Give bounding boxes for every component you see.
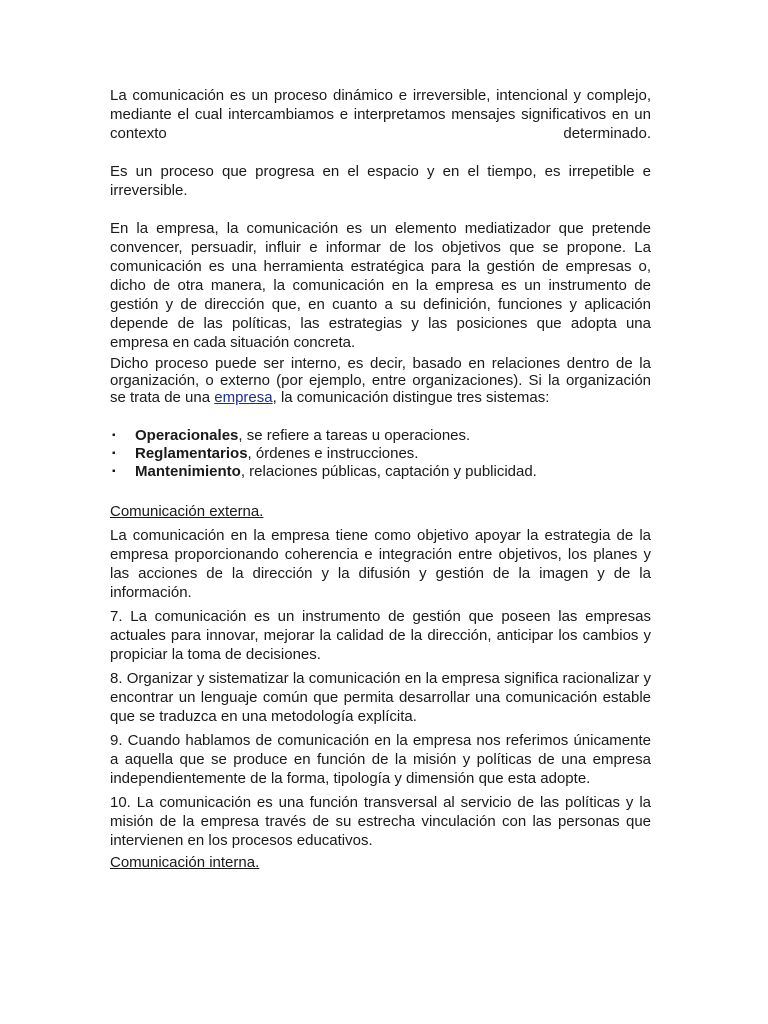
list-item-desc: , órdenes e instrucciones.	[247, 445, 419, 462]
paragraph-process: Es un proceso que progresa en el espacio y en el tiempo, es irrepetible e irreversible.	[110, 163, 651, 199]
paragraph-item-8: 8. Organizar y sistematizar la comunicación en la empresa significa racionalizar y encontrar un lenguaje común que permita desarrollar una comunicación estable que se traduzca en una metodología explícita.	[110, 670, 651, 725]
systems-list	[110, 427, 651, 481]
paragraph-systems	[110, 355, 651, 406]
square-bullet-icon: ▪	[112, 448, 116, 459]
list-item	[110, 427, 651, 445]
paragraph-item-7: 7. La comunicación es un instrumento de gestión que poseen las empresas actuales para innovar, mejorar la calidad de la dirección, anticipar los cambios y propiciar la toma de decisiones.	[110, 608, 651, 663]
paragraph-item-9: 9. Cuando hablamos de comunicación en la empresa nos referimos únicamente a aquella que se produce en función de la misión y políticas de una empresa independientemente de la forma, tipología y dimensión que esta adopte.	[110, 732, 651, 787]
list-item-term: Reglamentarios	[135, 445, 248, 462]
paragraph-item-10: 10. La comunicación es una función transversal al servicio de las políticas y la misión de la empresa través de su estrecha vinculación con las personas que intervienen en los procesos educativos.	[110, 794, 651, 849]
paragraph-systems-after-link: , la comunicación distingue tres sistemas:	[272, 389, 550, 406]
list-item	[110, 463, 651, 481]
heading-internal-communication: Comunicación interna.	[110, 854, 260, 871]
square-bullet-icon: ▪	[112, 430, 116, 441]
list-item-term: Mantenimiento	[135, 463, 241, 480]
paragraph-external-objective: La comunicación en la empresa tiene como objetivo apoyar la estrategia de la empresa proporcionando coherencia e integración entre objetivos, los planes y las acciones de la dirección y la difusión y gestión de la imagen y de la información.	[110, 527, 651, 601]
heading-external-communication: Comunicación externa.	[110, 503, 264, 520]
list-item	[110, 445, 651, 463]
list-item-desc: , relaciones públicas, captación y publicidad.	[240, 463, 537, 480]
paragraph-systems-before-link: Dicho proceso puede ser interno, es decir, basado en relaciones dentro de la organización, o externo (por ejemplo, entre organizaciones). Si la organización se trata de una	[110, 355, 651, 406]
list-item-desc: , se refiere a tareas u operaciones.	[238, 427, 471, 444]
square-bullet-icon: ▪	[112, 466, 116, 477]
paragraph-enterprise: En la empresa, la comunicación es un elemento mediatizador que pretende convencer, persuadir, influir e informar de los objetivos que se propone. La comunicación es una herramienta estratégica para la gestión de empresas o, dicho de otra manera, la comunicación en la empresa es un instrumento de gestión y de dirección que, en cuanto a su definición, funciones y aplicación depende de las políticas, las estrategias y las posiciones que adopta una empresa en cada situación concreta.	[110, 220, 651, 351]
empresa-link[interactable]: empresa	[214, 389, 273, 406]
paragraph-definition: La comunicación es un proceso dinámico e irreversible, intencional y complejo, mediante el cual intercambiamos e interpretamos mensajes significativos en un contexto determinado.	[110, 87, 651, 142]
document-body	[110, 86, 651, 872]
list-item-term: Operacionales	[135, 427, 239, 444]
